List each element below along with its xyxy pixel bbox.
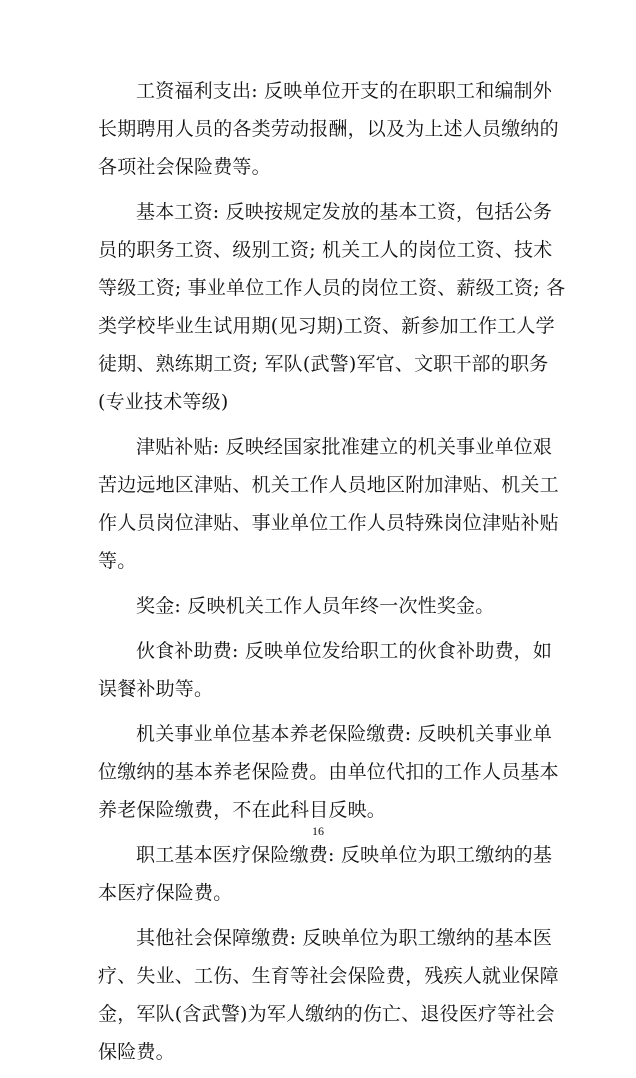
paragraph-allowances-subsidies: 津贴补贴: 反映经国家批准建立的机关事业单位艰苦边远地区津贴、机关工作人员地区附加津贴、机关工作人员岗位津贴、事业单位工作人员特殊岗位津贴补贴等。 [98, 436, 559, 572]
paragraph-bonus: 奖金: 反映机关工作人员年终一次性奖金。 [136, 595, 495, 617]
paragraph-meal-allowance: 伙食补助费: 反映单位发给职工的伙食补助费，如误餐补助等。 [98, 640, 553, 700]
paragraph-other-social-security: 其他社会保障缴费: 反映单位为职工缴纳的基本医疗、失业、工伤、生育等社会保险费，残疾人就业保障金，军队(含武警)为军人缴纳的伤亡、退役医疗等社会保险费。 [98, 927, 559, 1063]
document-body [98, 72, 568, 1078]
paragraph-pension-insurance: 机关事业单位基本养老保险缴费: 反映机关事业单位缴纳的基本养老保险费。由单位代扣的工作人员基本养老保险缴费，不在此科目反映。 [98, 723, 559, 821]
paragraph-basic-salary: 基本工资: 反映按规定发放的基本工资，包括公务员的职务工资、级别工资; 机关工人的岗位工资、技术等级工资; 事业单位工作人员的岗位工资、薪级工资; 各类学校毕业生试用期(见习期)工资、新参加工作工人学徒期、熟练期工资; 军队(武警)军官、文职干部的职务(专业技术等级) [98, 201, 566, 413]
paragraph-medical-insurance: 职工基本医疗保险缴费: 反映单位为职工缴纳的基本医疗保险费。 [98, 844, 553, 904]
page-number: 16 [312, 824, 324, 838]
paragraph-wage-welfare-expenditure: 工资福利支出: 反映单位开支的在职职工和编制外长期聘用人员的各类劳动报酬，以及为上述人员缴纳的各项社会保险费等。 [98, 80, 559, 178]
